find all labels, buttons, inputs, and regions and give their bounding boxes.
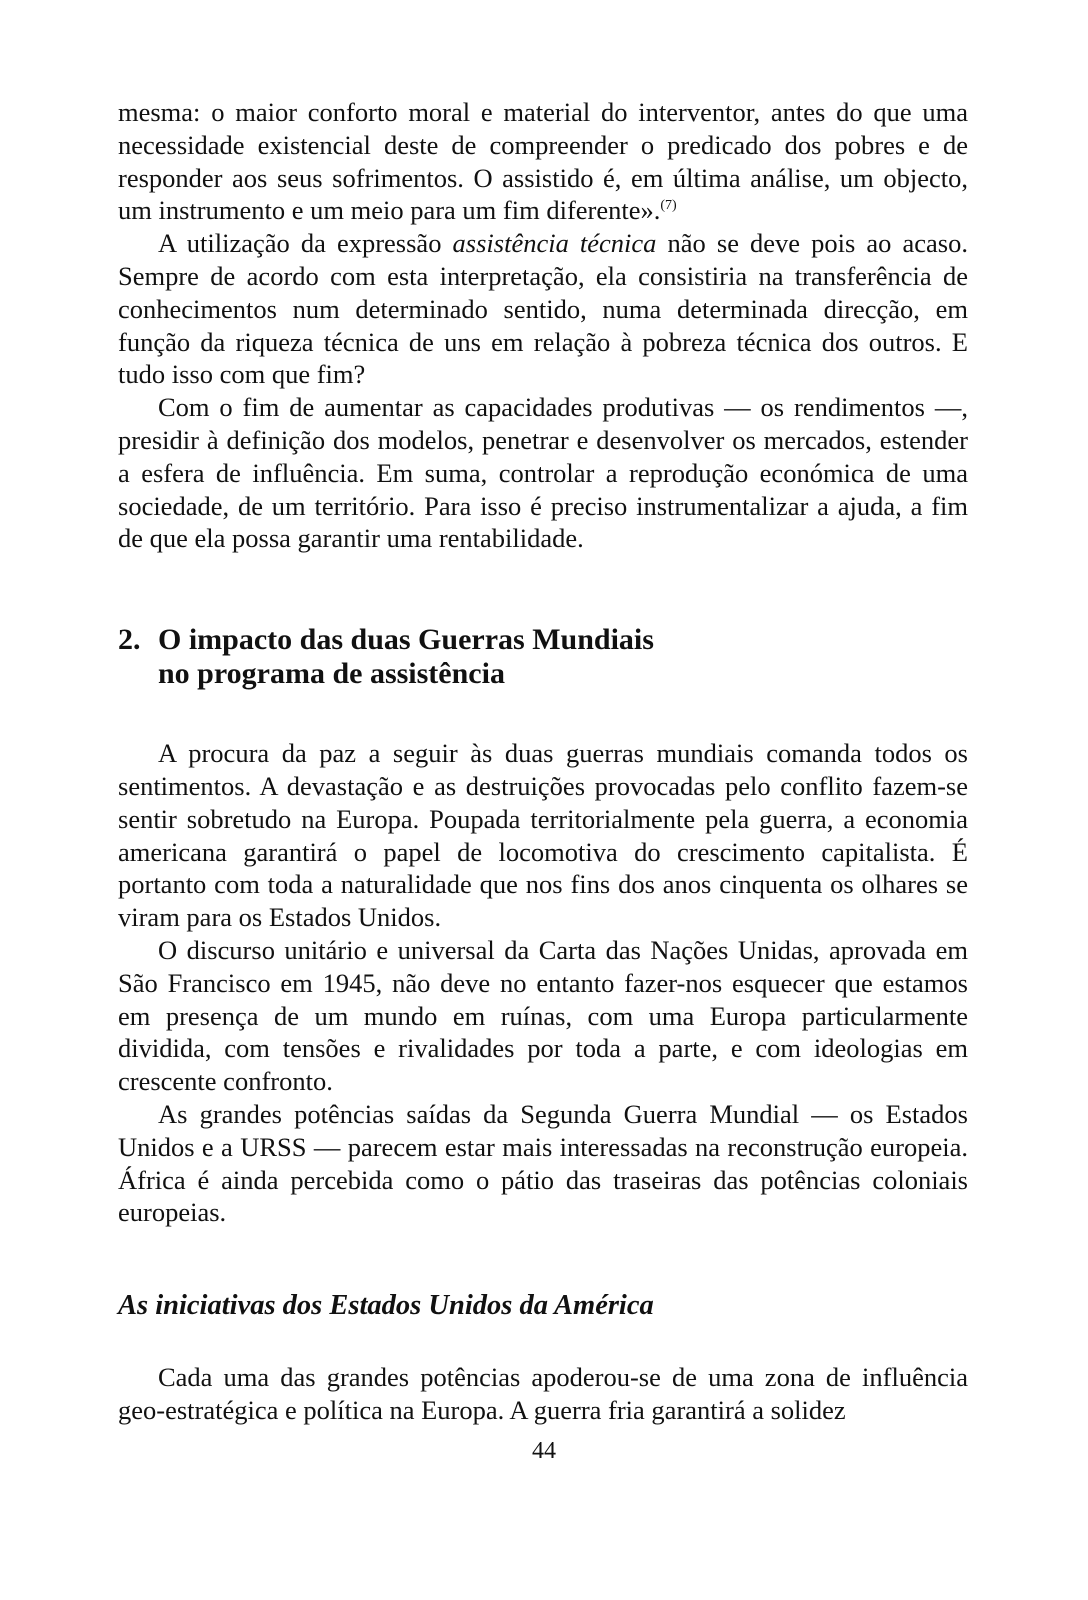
section-2-paragraph-2: O discurso unitário e universal da Carta das Nações Unidas, aprovada em São Francisco em 1945, não deve no entanto fazer-nos esquecer que estamos em presença de um mundo em ruínas, com uma Europa particularmente dividida, com tensões e rivalidades por toda a parte, e com ideologias em crescente confronto. bbox=[118, 934, 968, 1097]
continuation-text: mesma: o maior conforto moral e material do interventor, antes do que uma necessidade existencial deste de compreender o predicado dos pobres e de responder aos seus sofrimentos. O assistido é, em última análise, um objecto, um instrumento e um meio para um fim diferente». bbox=[118, 97, 968, 226]
assistencia-paragraph bbox=[118, 227, 968, 391]
page-number: 44 bbox=[532, 1438, 556, 1464]
page-body bbox=[118, 96, 968, 1427]
subsection-heading-spacer bbox=[118, 1323, 968, 1361]
assistencia-tecnica-term: assistência técnica bbox=[452, 228, 657, 259]
subsection-paragraph: Cada uma das grandes potências apoderou-se de uma zona de influência geo-estratégica e política na Europa. A guerra fria garantirá a solidez bbox=[118, 1362, 968, 1425]
footnote-marker: (7) bbox=[660, 198, 677, 214]
section-2-paragraph-1: A procura da paz a seguir às duas guerras mundiais comanda todos os sentimentos. A devastação e as destruições provocadas pelo conflito fazem-se sentir sobretudo na Europa. Poupada territorialmente pela guerra, a economia americana garantirá o papel de locomotiva do crescimento capitalista. É portanto com toda a naturalidade que nos fins dos anos cinquenta os olhares se viram para os Estados Unidos. bbox=[118, 738, 968, 933]
subsection-spacer bbox=[118, 1229, 968, 1289]
subsection-heading: As iniciativas dos Estados Unidos da América bbox=[118, 1290, 654, 1322]
continuation-paragraph bbox=[118, 96, 968, 227]
fim-paragraph: Com o fim de aumentar as capacidades produtivas — os rendimentos —, presidir à definição dos modelos, penetrar e desenvolver os mercados, estender a esfera de influência. Em suma, controlar a reprodução económica de uma sociedade, de um território. Para isso é preciso instrumentalizar a ajuda, a fim de que ela possa garantir uma rentabilidade. bbox=[118, 392, 968, 554]
section-2-heading bbox=[118, 623, 968, 691]
section-2-paragraph-3: As grandes potências saídas da Segunda Guerra Mundial — os Estados Unidos e a URSS — parecem estar mais interessadas na reconstrução europeia. África é ainda percebida como o pátio das traseiras das potências coloniais europeias. bbox=[118, 1098, 968, 1228]
section-2-title: O impacto das duas Guerras Mundiais no programa de assistência bbox=[158, 623, 654, 691]
assistencia-text-before: A utilização da expressão bbox=[158, 228, 453, 259]
section-2-number: 2. bbox=[118, 623, 141, 657]
assistencia-text-after: não se deve pois ao acaso. Sempre de acordo com esta interpretação, ela consistiria na transferência de conhecimentos num determinado sentido, numa determinada direcção, em função da riqueza técnica de uns em relação à pobreza técnica dos outros. E tudo isso com que fim? bbox=[118, 228, 968, 390]
section-heading-spacer bbox=[118, 691, 968, 737]
section-spacer bbox=[118, 555, 968, 623]
